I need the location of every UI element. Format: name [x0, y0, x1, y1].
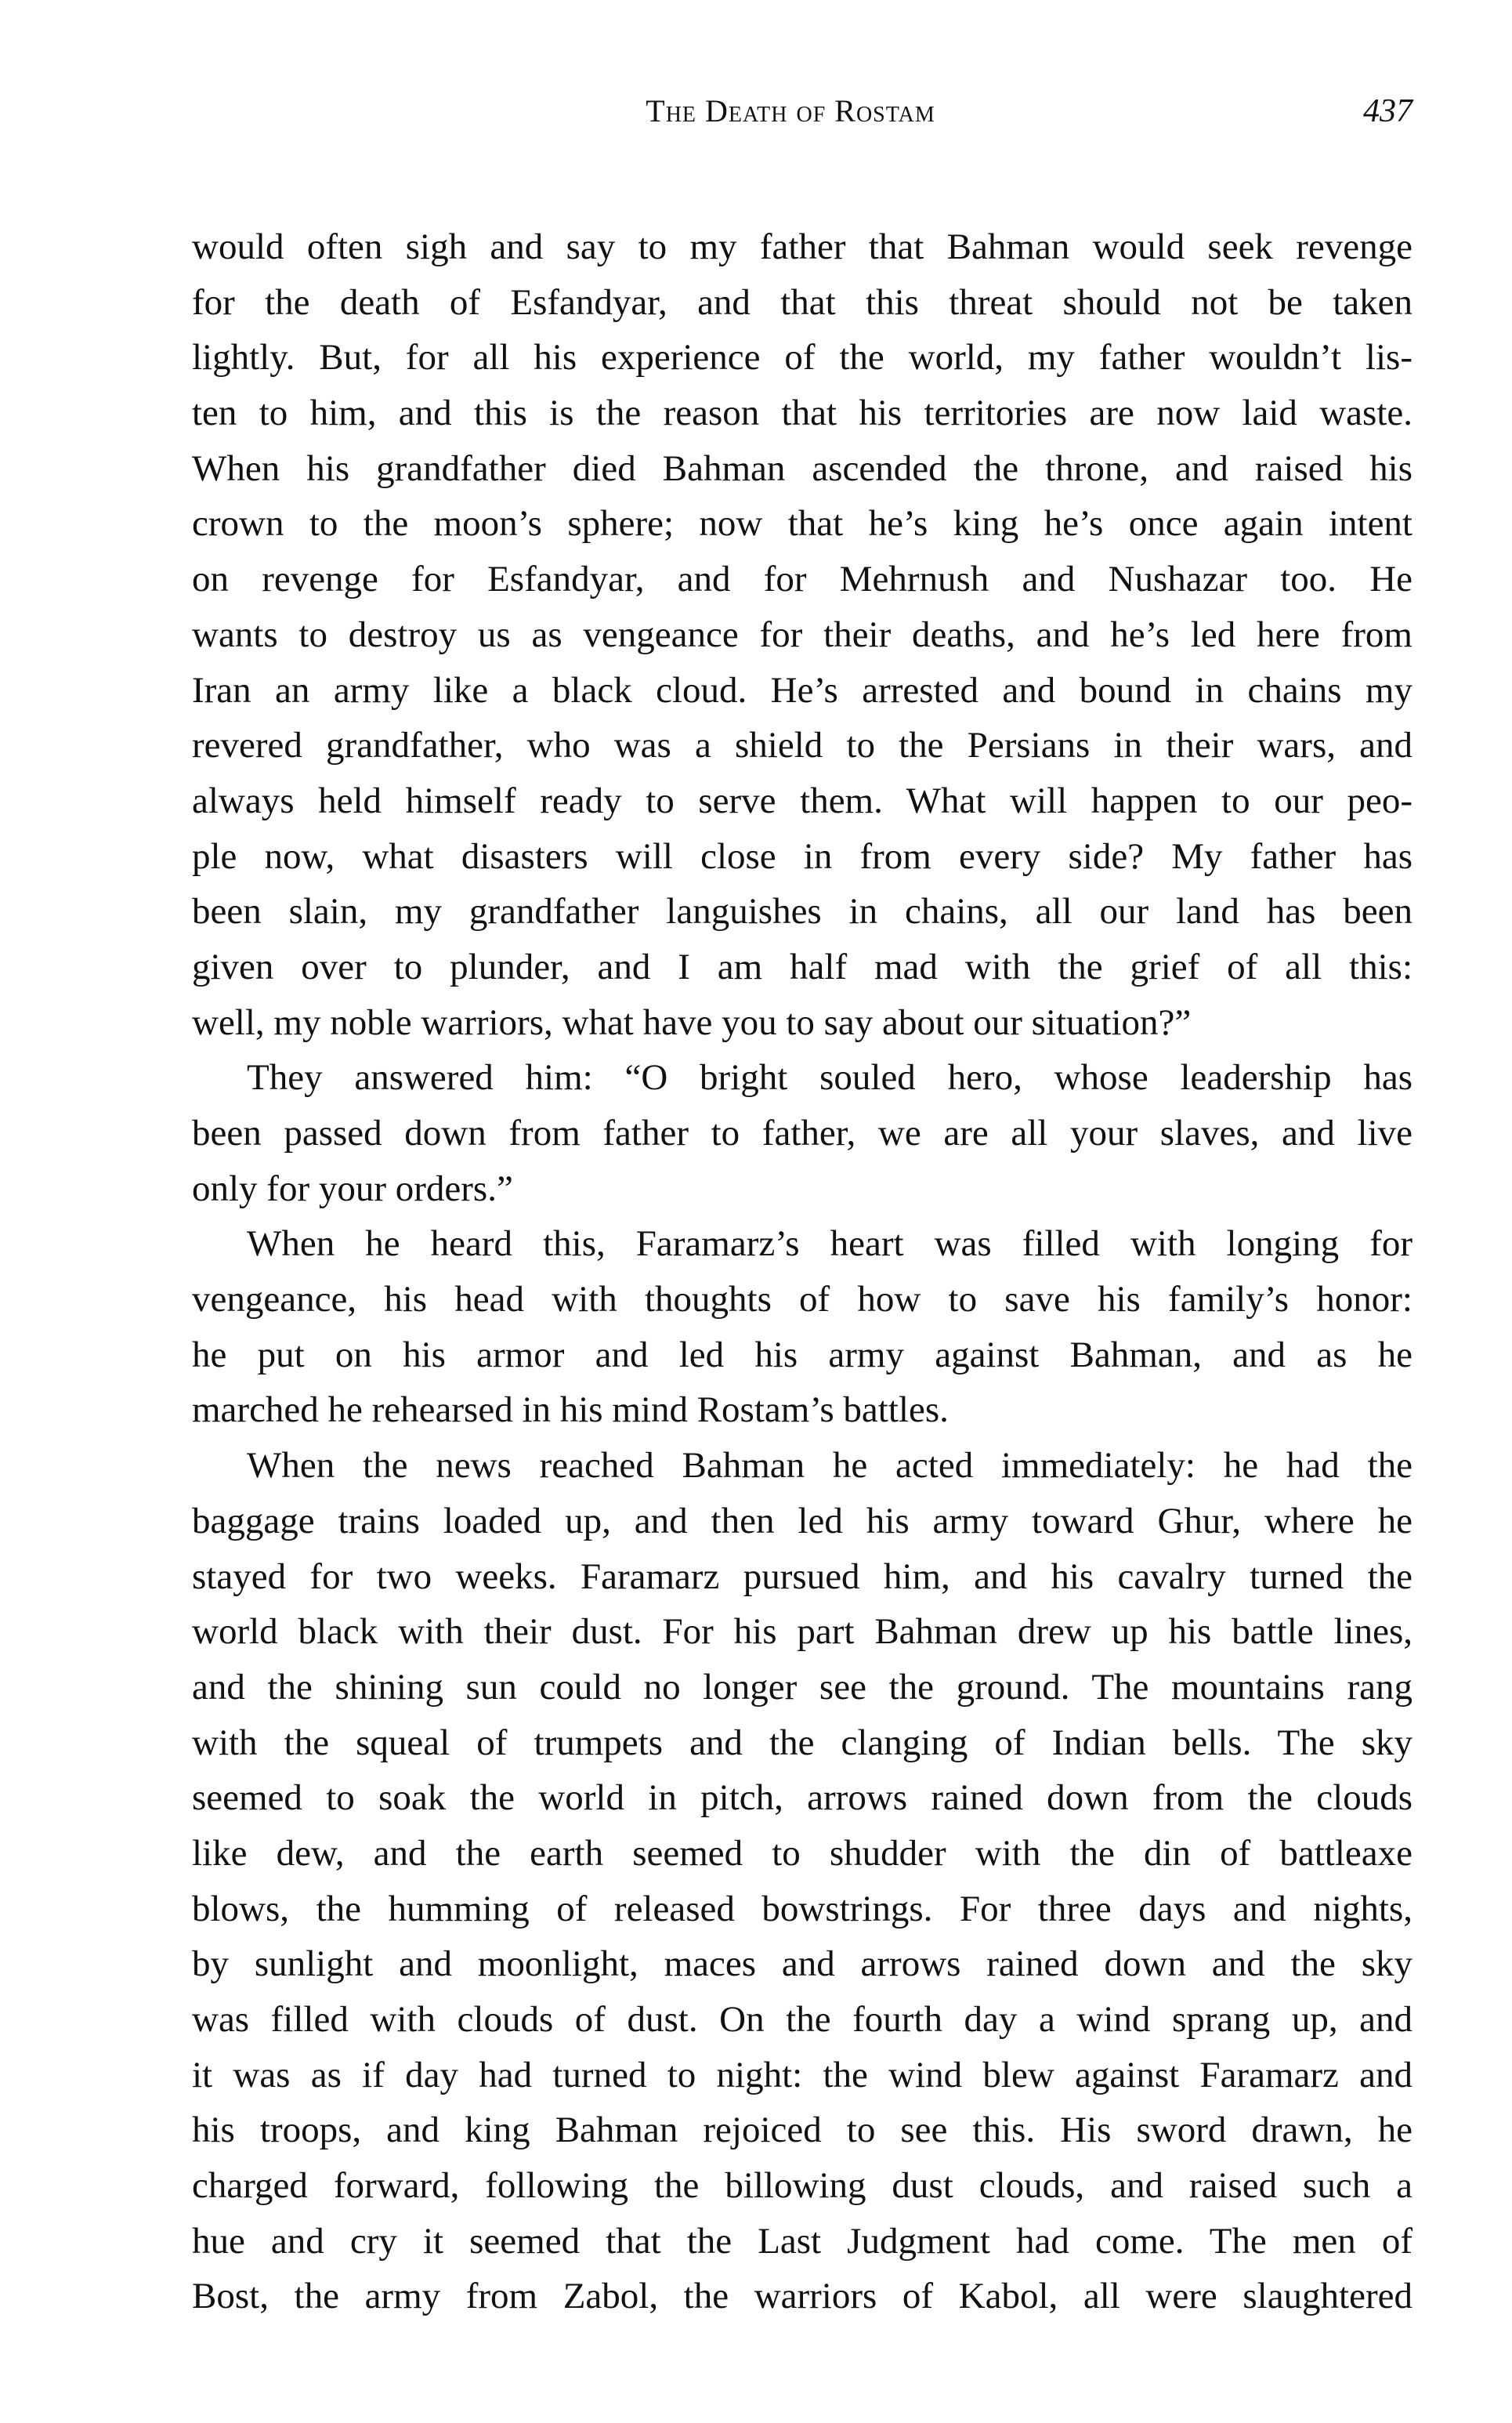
paragraph — [192, 1216, 1413, 1438]
text-line: vengeance, his head with thoughts of how to save his family’s honor: — [192, 1279, 1413, 1320]
text-line: and the shining sun could no longer see the ground. The mountains rang — [192, 1666, 1413, 1708]
text-line: ten to him, and this is the reason that his territories are now laid waste. — [192, 393, 1413, 434]
text-line: lightly. But, for all his experience of the world, my father wouldn’t lis- — [192, 337, 1413, 378]
text-line: blows, the humming of released bowstrings. For three days and nights, — [192, 1888, 1413, 1929]
text-line: marched he rehearsed in his mind Rostam’s battles. — [192, 1389, 949, 1431]
text-line: hue and cry it seemed that the Last Judgment had come. The men of — [192, 2220, 1413, 2262]
text-line: like dew, and the earth seemed to shudder with the din of battleaxe — [192, 1832, 1413, 1874]
text-line: seemed to soak the world in pitch, arrows rained down from the clouds — [192, 1777, 1413, 1819]
text-line: his troops, and king Bahman rejoiced to see this. His sword drawn, he — [192, 2110, 1413, 2151]
text-line: would often sigh and say to my father that Bahman would seek revenge — [192, 226, 1413, 267]
text-line: charged forward, following the billowing dust clouds, and raised such a — [192, 2165, 1413, 2207]
running-title: The Death of Rostam — [646, 93, 935, 129]
text-line: on revenge for Esfandyar, and for Mehrnush and Nushazar too. He — [192, 559, 1413, 600]
text-line: been slain, my grandfather languishes in chains, all our land has been — [192, 891, 1413, 933]
text-line: always held himself ready to serve them. What will happen to our peo- — [192, 780, 1413, 821]
text-line: crown to the moon’s sphere; now that he’s king he’s once again intent — [192, 503, 1413, 545]
text-line: was filled with clouds of dust. On the fourth day a wind sprang up, and — [192, 1999, 1413, 2040]
text-line: When he heard this, Faramarz’s heart was filled with longing for — [247, 1223, 1413, 1265]
text-line: Bost, the army from Zabol, the warriors of Kabol, all were slaughtered — [192, 2276, 1413, 2317]
body-text — [192, 219, 1413, 2324]
text-line: baggage trains loaded up, and then led his army toward Ghur, where he — [192, 1500, 1413, 1541]
text-line: They answered him: “O bright souled hero, whose leadership has — [247, 1057, 1413, 1099]
paragraph — [192, 1438, 1413, 2324]
text-line: world black with their dust. For his part Bahman drew up his battle lines, — [192, 1611, 1413, 1653]
text-line: only for your orders.” — [192, 1168, 513, 1209]
text-line: When his grandfather died Bahman ascended the throne, and raised his — [192, 447, 1413, 489]
text-line: by sunlight and moonlight, maces and arrows rained down and the sky — [192, 1943, 1413, 1985]
text-line: ple now, what disasters will close in from every side? My father has — [192, 835, 1413, 877]
paragraph — [192, 219, 1413, 1050]
text-line: Iran an army like a black cloud. He’s arrested and bound in chains my — [192, 669, 1413, 711]
text-line: stayed for two weeks. Faramarz pursued him, and his cavalry turned the — [192, 1556, 1413, 1597]
text-line: well, my noble warriors, what have you to say about our situation?” — [192, 1001, 1192, 1043]
page-number: 437 — [1363, 93, 1413, 129]
text-line: wants to destroy us as vengeance for their deaths, and he’s led here from — [192, 614, 1413, 655]
text-line: for the death of Esfandyar, and that this threat should not be taken — [192, 281, 1413, 323]
text-line: revered grandfather, who was a shield to the Persians in their wars, and — [192, 725, 1413, 766]
paragraph — [192, 1050, 1413, 1216]
text-line: When the news reached Bahman he acted immediately: he had the — [247, 1445, 1413, 1487]
text-line: it was as if day had turned to night: the wind blew against Faramarz and — [192, 2054, 1413, 2095]
text-line: given over to plunder, and I am half mad with the grief of all this: — [192, 946, 1413, 987]
text-line: been passed down from father to father, we are all your slaves, and live — [192, 1113, 1413, 1154]
text-line: with the squeal of trumpets and the clanging of Indian bells. The sky — [192, 1722, 1413, 1763]
page-header — [192, 88, 1413, 135]
text-line: he put on his armor and led his army against Bahman, and as he — [192, 1334, 1413, 1375]
